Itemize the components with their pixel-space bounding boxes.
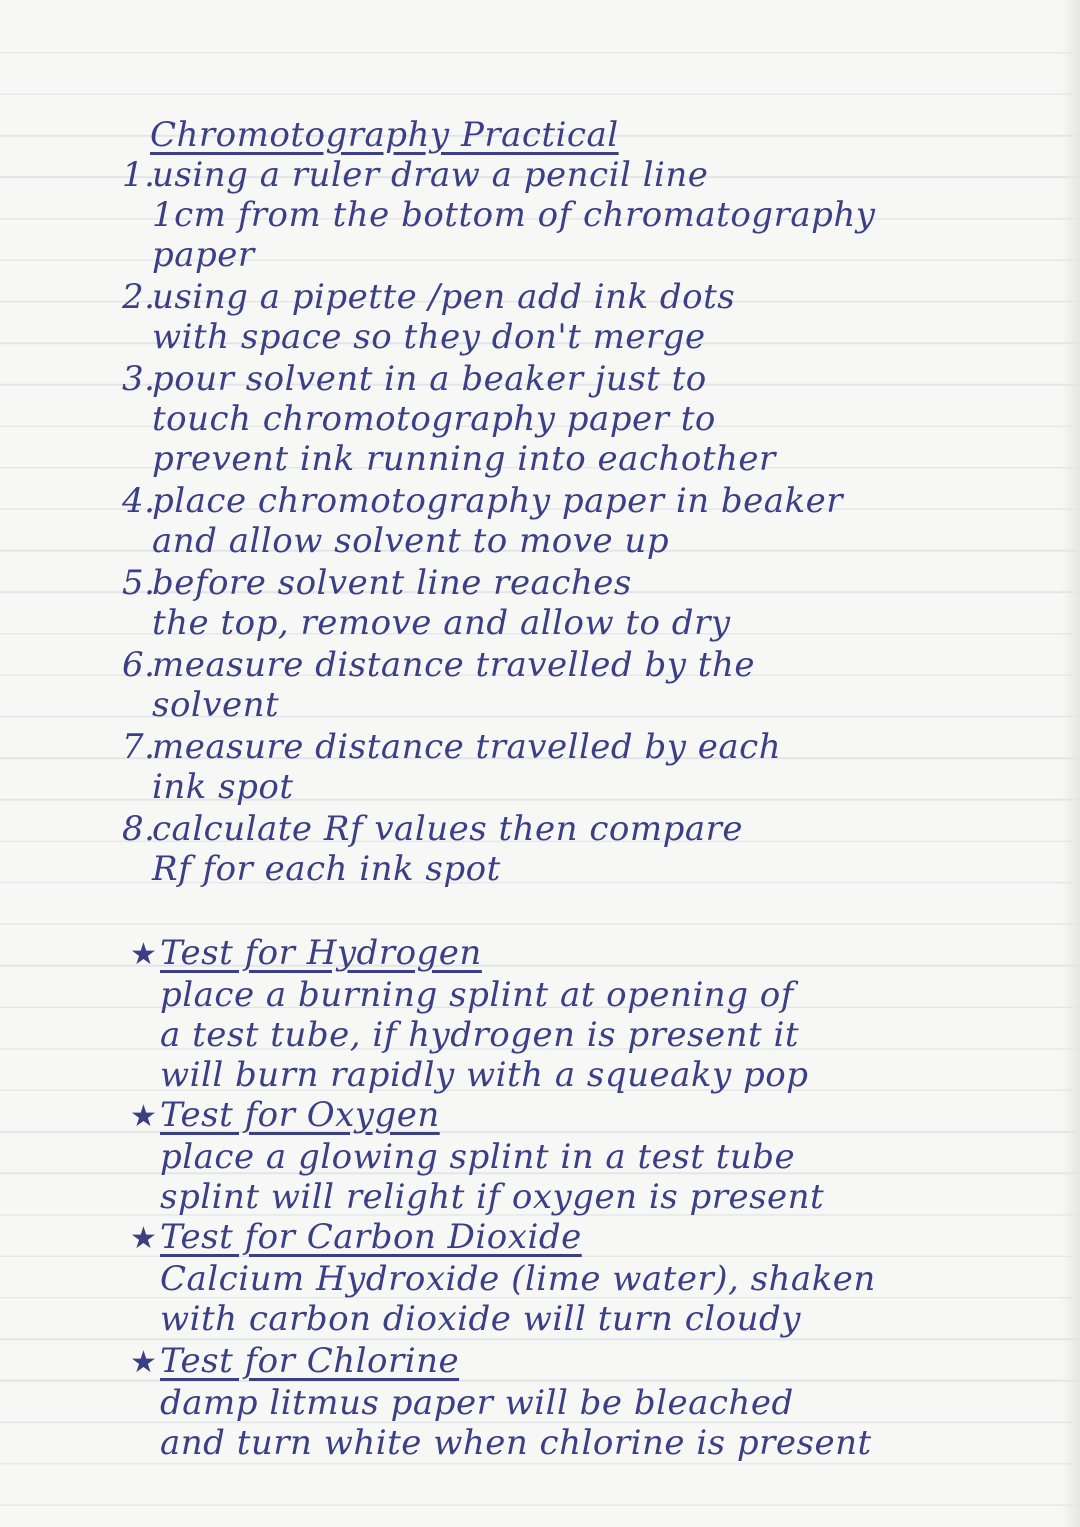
test-oxygen-heading: Test for Oxygen — [160, 1095, 440, 1135]
step-3-line-2: touch chromotography paper to — [152, 399, 716, 439]
step-8-line-2: Rf for each ink spot — [152, 849, 501, 889]
step-2-line-2: with space so they don't merge — [152, 317, 706, 357]
step-4 — [122, 481, 844, 521]
star-icon: ★ — [130, 1099, 158, 1134]
step-2-line-1: using a pipette /pen add ink dots — [152, 277, 736, 317]
test-chlorine — [130, 1341, 460, 1381]
test-chlorine-line-2: and turn white when chlorine is present — [160, 1423, 872, 1463]
step-6-line-1: measure distance travelled by the — [152, 645, 755, 685]
step-4-number: 4. — [122, 481, 156, 521]
test-hydrogen — [130, 933, 482, 973]
step-8 — [122, 809, 744, 849]
test-oxygen-line-1: place a glowing splint in a test tube — [160, 1137, 796, 1177]
step-6-line-2: solvent — [152, 685, 280, 725]
step-1-line-3: paper — [152, 235, 255, 275]
star-icon: ★ — [130, 1221, 158, 1256]
page-title: Chromotography Practical — [150, 115, 619, 155]
star-icon: ★ — [130, 937, 158, 972]
step-5-line-2: the top, remove and allow to dry — [152, 603, 731, 643]
step-7 — [122, 727, 782, 767]
test-carbon-dioxide-heading: Test for Carbon Dioxide — [160, 1217, 582, 1257]
step-5-line-1: before solvent line reaches — [152, 563, 632, 603]
test-oxygen-line-2: splint will relight if oxygen is present — [160, 1177, 825, 1217]
step-1 — [122, 155, 709, 195]
test-hydrogen-line-3: will burn rapidly with a squeaky pop — [160, 1055, 809, 1095]
step-1-number: 1. — [122, 155, 156, 195]
step-6-number: 6. — [122, 645, 156, 685]
step-8-number: 8. — [122, 809, 156, 849]
step-2-number: 2. — [122, 277, 156, 317]
test-chlorine-line-1: damp litmus paper will be bleached — [160, 1383, 794, 1423]
test-carbon-dioxide — [130, 1217, 582, 1257]
step-7-line-2: ink spot — [152, 767, 294, 807]
step-7-line-1: measure distance travelled by each — [152, 727, 782, 767]
test-carbon-dioxide-line-2: with carbon dioxide will turn cloudy — [160, 1299, 802, 1339]
step-3 — [122, 359, 707, 399]
page-edge-shadow — [1062, 0, 1080, 1527]
step-1-line-2: 1cm from the bottom of chromatography — [152, 195, 876, 235]
step-4-line-2: and allow solvent to move up — [152, 521, 670, 561]
step-5-number: 5. — [122, 563, 156, 603]
step-7-number: 7. — [122, 727, 156, 767]
step-3-line-3: prevent ink running into eachother — [152, 439, 776, 479]
test-hydrogen-line-2: a test tube, if hydrogen is present it — [160, 1015, 800, 1055]
step-3-line-1: pour solvent in a beaker just to — [152, 359, 707, 399]
step-4-line-1: place chromotography paper in beaker — [152, 481, 844, 521]
step-3-number: 3. — [122, 359, 156, 399]
test-chlorine-heading: Test for Chlorine — [160, 1341, 460, 1381]
test-oxygen — [130, 1095, 440, 1135]
star-icon: ★ — [130, 1345, 158, 1380]
step-2 — [122, 277, 736, 317]
test-hydrogen-heading: Test for Hydrogen — [160, 933, 482, 973]
test-hydrogen-line-1: place a burning splint at opening of — [160, 975, 794, 1015]
step-5 — [122, 563, 632, 603]
step-8-line-1: calculate Rf values then compare — [152, 809, 744, 849]
step-1-line-1: using a ruler draw a pencil line — [152, 155, 709, 195]
step-6 — [122, 645, 755, 685]
test-carbon-dioxide-line-1: Calcium Hydroxide (lime water), shaken — [160, 1259, 876, 1299]
